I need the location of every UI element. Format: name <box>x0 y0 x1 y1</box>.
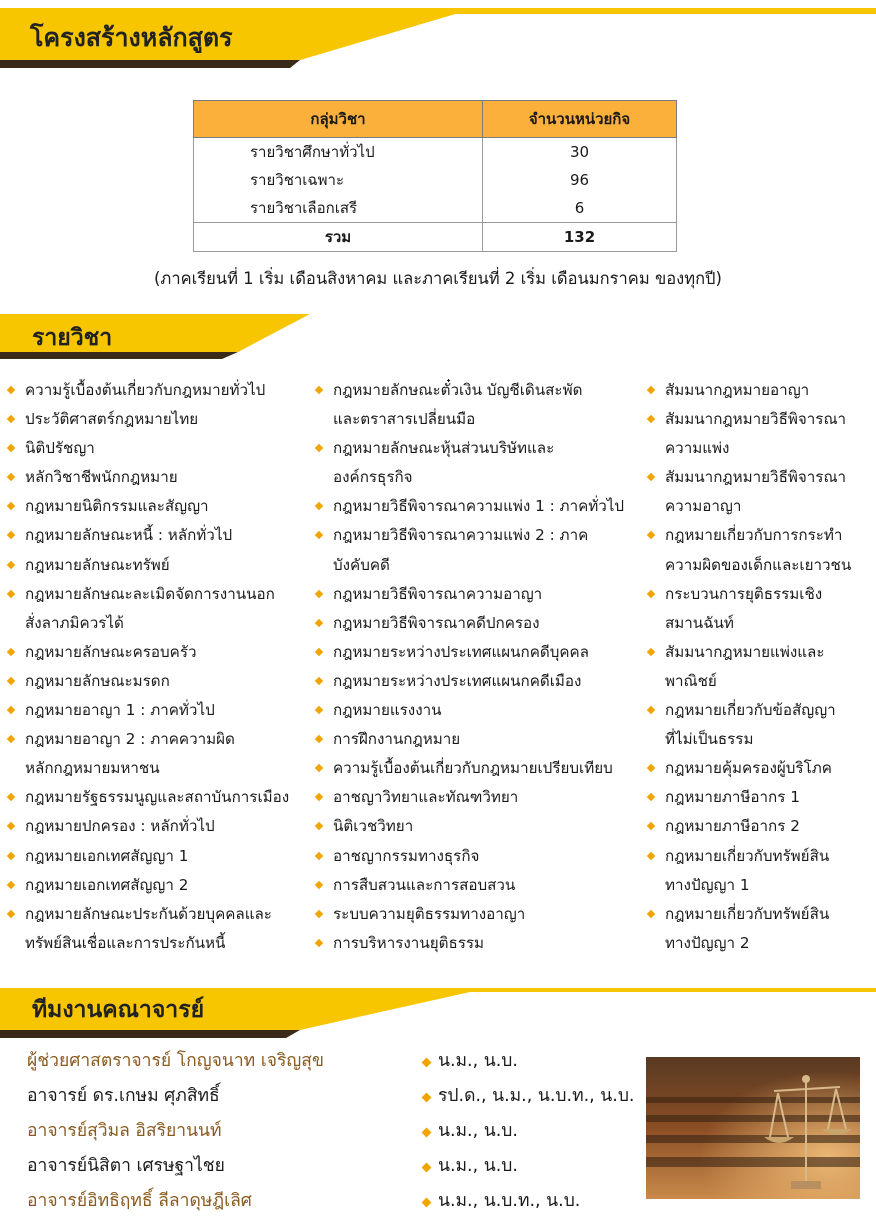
course-item <box>315 725 635 754</box>
course-label: การสืบสวนและการสอบสวน <box>333 875 516 894</box>
course-item <box>7 842 307 871</box>
diamond-bullet-icon <box>7 880 15 888</box>
course-item <box>7 900 307 958</box>
course-item <box>315 638 635 667</box>
degree-row <box>422 1044 635 1079</box>
course-item <box>647 376 873 405</box>
course-label: กฎหมายลักษณะประกันด้วยบุคคลและ ทรัพย์สินเชื่อและการประกันหนี้ <box>25 904 272 952</box>
diamond-bullet-icon <box>422 1058 432 1068</box>
course-label: กฎหมายภาษีอากร 1 <box>665 788 800 807</box>
course-item <box>7 521 307 550</box>
course-item <box>315 842 635 871</box>
faculty-name: ผู้ช่วยศาสตราจารย์ โกญจนาท เจริญสุข <box>27 1051 324 1071</box>
diamond-bullet-icon <box>647 415 655 423</box>
course-list-col1 <box>7 376 307 958</box>
diamond-bullet-icon <box>7 793 15 801</box>
course-item <box>647 405 873 463</box>
course-item <box>647 696 873 754</box>
course-item <box>7 667 307 696</box>
courses-title: รายวิชา <box>32 325 113 351</box>
diamond-bullet-icon <box>647 793 655 801</box>
degree-text: น.ม., น.บ. <box>438 1156 518 1176</box>
course-item <box>315 376 635 434</box>
faculty-name: อาจารย์อิทธิฤทธิ์ ลีลาดุษฎีเลิศ <box>27 1191 252 1211</box>
diamond-bullet-icon <box>422 1128 432 1138</box>
diamond-bullet-icon <box>315 589 323 597</box>
diamond-bullet-icon <box>7 735 15 743</box>
course-label: นิติปรัชญา <box>25 439 95 458</box>
semester-note: (ภาคเรียนที่ 1 เริ่ม เดือนสิงหาคม และภาคเรียนที่ 2 เริ่ม เดือนมกราคม ของทุกปี) <box>154 269 722 288</box>
diamond-bullet-icon <box>315 851 323 859</box>
table-header-row <box>194 101 677 138</box>
course-item <box>315 492 635 521</box>
group-cell: รายวิชาศึกษาทั่วไป <box>194 138 483 167</box>
diamond-bullet-icon <box>315 444 323 452</box>
credits-cell: 30 <box>483 138 677 167</box>
course-item <box>315 434 635 492</box>
diamond-bullet-icon <box>647 822 655 830</box>
degree-row <box>422 1149 635 1184</box>
diamond-bullet-icon <box>315 677 323 685</box>
course-item <box>7 725 307 783</box>
course-label: กฎหมายแรงงาน <box>333 701 442 720</box>
course-item <box>7 405 307 434</box>
course-item <box>315 521 635 579</box>
course-item <box>647 812 873 841</box>
course-item <box>315 754 635 783</box>
diamond-bullet-icon <box>422 1198 432 1208</box>
degree-text: น.ม., น.บ.ท., น.บ. <box>438 1191 581 1211</box>
credits-cell: 96 <box>483 166 677 194</box>
course-label: กฎหมายวิธีพิจารณาความอาญา <box>333 584 543 603</box>
faculty-name: อาจารย์ ดร.เกษม ศุภสิทธิ์ <box>27 1086 220 1106</box>
diamond-bullet-icon <box>7 502 15 510</box>
diamond-bullet-icon <box>7 706 15 714</box>
diamond-bullet-icon <box>315 939 323 947</box>
group-cell: รายวิชาเฉพาะ <box>194 166 483 194</box>
faculty-names <box>27 1044 324 1219</box>
total-row <box>194 223 677 252</box>
structure-banner <box>0 0 876 72</box>
degree-row <box>422 1184 635 1219</box>
course-label: สัมมนากฎหมายแพ่งและ พาณิชย์ <box>665 642 825 690</box>
diamond-bullet-icon <box>647 706 655 714</box>
course-label: กฎหมายรัฐธรรมนูญและสถาบันการเมือง <box>25 788 290 807</box>
course-label: การบริหารงานยุติธรรม <box>333 933 485 952</box>
faculty-name: อาจารย์สุวิมล อิสริยานนท์ <box>27 1121 222 1141</box>
structure-title: โครงสร้างหลักสูตร <box>30 23 233 52</box>
course-item <box>7 492 307 521</box>
course-item <box>647 842 873 900</box>
course-item <box>315 783 635 812</box>
course-item <box>647 783 873 812</box>
course-label: กฎหมายเอกเทศสัญญา 2 <box>25 875 189 894</box>
course-item <box>315 929 635 958</box>
diamond-bullet-icon <box>7 648 15 656</box>
diamond-bullet-icon <box>647 764 655 772</box>
diamond-bullet-icon <box>7 677 15 685</box>
course-item <box>315 900 635 929</box>
course-label: กฎหมายนิติกรรมและสัญญา <box>25 497 209 516</box>
course-item <box>315 667 635 696</box>
diamond-bullet-icon <box>315 880 323 888</box>
diamond-bullet-icon <box>7 851 15 859</box>
course-item <box>7 463 307 492</box>
course-label: กฎหมายเกี่ยวกับข้อสัญญา ที่ไม่เป็นธรรม <box>665 701 836 749</box>
course-label: กฎหมายลักษณะครอบครัว <box>25 642 197 661</box>
degree-text: รป.ด., น.ม., น.บ.ท., น.บ. <box>438 1086 635 1106</box>
course-list-col3 <box>647 376 873 958</box>
diamond-bullet-icon <box>7 560 15 568</box>
course-label: กฎหมายวิธีพิจารณาความแพ่ง 2 : ภาค บังคับคดี <box>333 526 589 574</box>
course-label: กฎหมายเกี่ยวกับการกระทำ ความผิดของเด็กและเยาวชน <box>665 526 852 574</box>
course-item <box>7 434 307 463</box>
diamond-bullet-icon <box>7 444 15 452</box>
course-label: ระบบความยุติธรรมทางอาญา <box>333 904 526 923</box>
diamond-bullet-icon <box>7 822 15 830</box>
course-item <box>7 638 307 667</box>
course-item <box>7 580 307 638</box>
diamond-bullet-icon <box>7 415 15 423</box>
course-item <box>7 696 307 725</box>
header-group: กลุ่มวิชา <box>194 101 483 138</box>
diamond-bullet-icon <box>7 909 15 917</box>
course-label: กฎหมายระหว่างประเทศแผนกคดีเมือง <box>333 671 582 690</box>
course-item <box>7 376 307 405</box>
scales-of-justice-photo <box>646 1057 860 1199</box>
course-label: กฎหมายอาญา 1 : ภาคทั่วไป <box>25 701 215 720</box>
credits-table <box>193 100 677 252</box>
course-label: กฎหมายวิธีพิจารณาคดีปกครอง <box>333 613 540 632</box>
course-label: หลักวิชาชีพนักกฎหมาย <box>25 468 178 487</box>
course-label: กฎหมายลักษณะตั๋วเงิน บัญชีเดินสะพัด และตราสารเปลี่ยนมือ <box>333 381 583 429</box>
course-label: กฎหมายคุ้มครองผู้บริโภค <box>665 759 832 778</box>
course-label: นิติเวชวิทยา <box>333 817 414 836</box>
scales-icon <box>646 1057 860 1199</box>
course-label: กฎหมายลักษณะหุ้นส่วนบริษัทและ องค์กรธุรกิจ <box>333 439 555 487</box>
diamond-bullet-icon <box>315 822 323 830</box>
diamond-bullet-icon <box>7 473 15 481</box>
course-item <box>315 871 635 900</box>
degree-row <box>422 1114 635 1149</box>
course-label: กฎหมายอาญา 2 : ภาคความผิด หลักกฎหมายมหาชน <box>25 730 235 778</box>
course-label: การฝึกงานกฎหมาย <box>333 730 461 749</box>
diamond-bullet-icon <box>647 589 655 597</box>
course-label: กฎหมายวิธีพิจารณาความแพ่ง 1 : ภาคทั่วไป <box>333 497 625 516</box>
diamond-bullet-icon <box>315 531 323 539</box>
faculty-name: อาจารย์นิสิตา เศรษฐาไชย <box>27 1156 225 1176</box>
course-label: กฎหมายปกครอง : หลักทั่วไป <box>25 817 215 836</box>
faculty-banner <box>0 984 876 1040</box>
course-label: กฎหมายลักษณะทรัพย์ <box>25 555 170 574</box>
course-item <box>315 609 635 638</box>
faculty-title: ทีมงานคณาจารย์ <box>32 997 205 1023</box>
diamond-bullet-icon <box>647 531 655 539</box>
course-item <box>647 580 873 638</box>
diamond-bullet-icon <box>315 706 323 714</box>
diamond-bullet-icon <box>647 909 655 917</box>
diamond-bullet-icon <box>647 386 655 394</box>
diamond-bullet-icon <box>315 502 323 510</box>
course-label: สัมมนากฎหมายอาญา <box>665 381 810 399</box>
degree-row <box>422 1079 635 1114</box>
course-label: กฎหมายลักษณะละเมิดจัดการงานนอก สั่งลาภมิควรได้ <box>25 584 275 632</box>
credits-cell: 6 <box>483 194 677 223</box>
course-item <box>647 521 873 579</box>
course-item <box>647 638 873 696</box>
course-list-col2 <box>315 376 635 958</box>
course-label: ประวัติศาสตร์กฎหมายไทย <box>25 410 199 429</box>
table-row <box>194 166 677 194</box>
header-credits: จำนวนหน่วยกิจ <box>483 101 677 138</box>
course-item <box>315 580 635 609</box>
course-label: สัมมนากฎหมายวิธีพิจารณา ความอาญา <box>665 468 847 516</box>
courses-banner-shape <box>0 312 876 362</box>
course-item <box>7 812 307 841</box>
courses-banner <box>0 312 876 362</box>
table-row <box>194 138 677 167</box>
diamond-bullet-icon <box>315 386 323 394</box>
course-label: กฎหมายเอกเทศสัญญา 1 <box>25 846 189 865</box>
diamond-bullet-icon <box>7 531 15 539</box>
course-label: กฎหมายลักษณะมรดก <box>25 671 170 690</box>
course-label: กฎหมายภาษีอากร 2 <box>665 817 800 836</box>
diamond-bullet-icon <box>315 648 323 656</box>
course-label: กฎหมายเกี่ยวกับทรัพย์สิน ทางปัญญา 2 <box>665 904 830 952</box>
course-item <box>315 696 635 725</box>
total-label: รวม <box>194 223 483 252</box>
diamond-bullet-icon <box>7 589 15 597</box>
diamond-bullet-icon <box>647 648 655 656</box>
diamond-bullet-icon <box>7 386 15 394</box>
course-label: กฎหมายลักษณะหนี้ : หลักทั่วไป <box>25 526 233 545</box>
course-label: อาชญากรรมทางธุรกิจ <box>333 846 480 865</box>
total-credits: 132 <box>483 223 677 252</box>
course-item <box>647 463 873 521</box>
course-label: ความรู้เบื้องต้นเกี่ยวกับกฎหมายทั่วไป <box>25 381 266 399</box>
course-label: สัมมนากฎหมายวิธีพิจารณา ความแพ่ง <box>665 410 847 458</box>
degree-text: น.ม., น.บ. <box>438 1121 518 1141</box>
faculty-degrees <box>422 1044 635 1219</box>
degree-text: น.ม., น.บ. <box>438 1051 518 1071</box>
diamond-bullet-icon <box>422 1093 432 1103</box>
course-label: อาชญาวิทยาและทัณฑวิทยา <box>333 788 519 807</box>
diamond-bullet-icon <box>315 619 323 627</box>
diamond-bullet-icon <box>315 793 323 801</box>
course-label: กฎหมายเกี่ยวกับทรัพย์สิน ทางปัญญา 1 <box>665 846 830 894</box>
course-item <box>315 812 635 841</box>
diamond-bullet-icon <box>315 735 323 743</box>
diamond-bullet-icon <box>315 764 323 772</box>
course-item <box>7 551 307 580</box>
diamond-bullet-icon <box>315 909 323 917</box>
course-label: กฎหมายระหว่างประเทศแผนกคดีบุคคล <box>333 642 589 661</box>
table-row <box>194 194 677 223</box>
course-item <box>647 754 873 783</box>
diamond-bullet-icon <box>422 1163 432 1173</box>
group-cell: รายวิชาเลือกเสรี <box>194 194 483 223</box>
diamond-bullet-icon <box>647 851 655 859</box>
course-item <box>7 783 307 812</box>
course-label: กระบวนการยุติธรรมเชิง สมานฉันท์ <box>665 584 823 632</box>
course-item <box>647 900 873 958</box>
diamond-bullet-icon <box>647 473 655 481</box>
course-item <box>7 871 307 900</box>
course-label: ความรู้เบื้องต้นเกี่ยวกับกฎหมายเปรียบเทียบ <box>333 759 613 778</box>
